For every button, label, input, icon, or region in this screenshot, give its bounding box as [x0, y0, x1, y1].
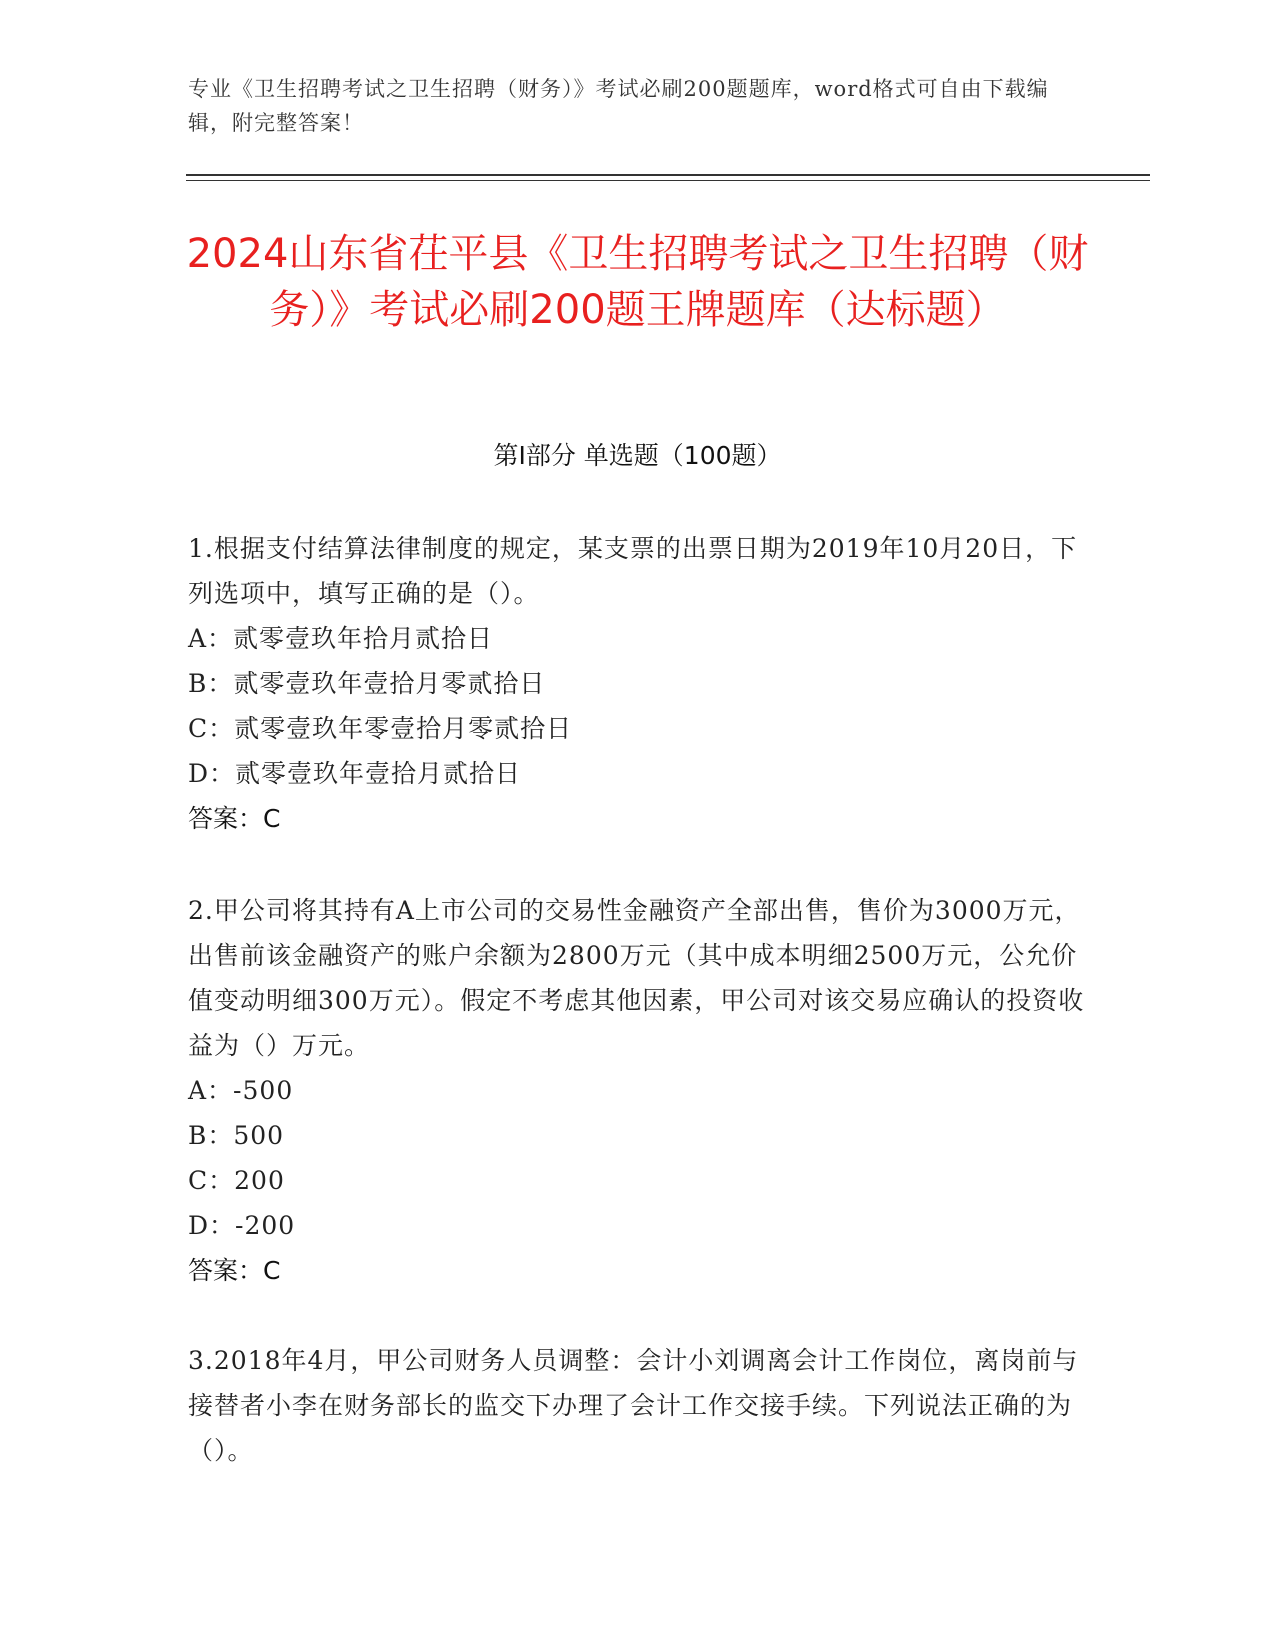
option-a: A：贰零壹玖年拾月贰拾日 — [188, 624, 494, 653]
question-stem: 1.根据支付结算法律制度的规定，某支票的出票日期为2019年10月20日，下列选项中，填写正确的是（）。 — [188, 534, 1078, 608]
header-divider-thin — [186, 180, 1150, 181]
question-stem: 3.2018年4月，甲公司财务人员调整：会计小刘调离会计工作岗位，离岗前与接替者小李在财务部长的监交下办理了会计工作交接手续。下列说法正确的为（）。 — [188, 1346, 1079, 1465]
question-2 — [188, 888, 1088, 1293]
header-divider-thick — [186, 174, 1150, 176]
section-title: 第Ⅰ部分 单选题（100题） — [493, 441, 782, 470]
option-b: B：500 — [188, 1121, 285, 1150]
question-3 — [188, 1338, 1088, 1473]
option-d: D：贰零壹玖年壹拾月贰拾日 — [188, 759, 522, 788]
option-a: A：-500 — [188, 1076, 294, 1105]
question-1 — [188, 526, 1088, 841]
header-note: 专业《卫生招聘考试之卫生招聘（财务）》考试必刷200题题库，word格式可自由下载编辑，附完整答案！ — [188, 77, 1049, 135]
option-d: D：-200 — [188, 1211, 296, 1240]
option-c: C：200 — [188, 1166, 285, 1195]
question-stem: 2.甲公司将其持有A上市公司的交易性金融资产全部出售，售价为3000万元，出售前该金融资产的账户余额为2800万元（其中成本明细2500万元，公允价值变动明细300万元）。假定不考虑其他因素，甲公司对该交易应确认的投资收益为（）万元。 — [188, 896, 1085, 1060]
option-b: B：贰零壹玖年壹拾月零贰拾日 — [188, 669, 546, 698]
answer: 答案：C — [188, 1256, 281, 1285]
option-c: C：贰零壹玖年零壹拾月零贰拾日 — [188, 714, 573, 743]
document-title: 2024山东省茌平县《卫生招聘考试之卫生招聘（财务）》考试必刷200题王牌题库（达标题） — [186, 231, 1089, 333]
answer: 答案：C — [188, 804, 281, 833]
